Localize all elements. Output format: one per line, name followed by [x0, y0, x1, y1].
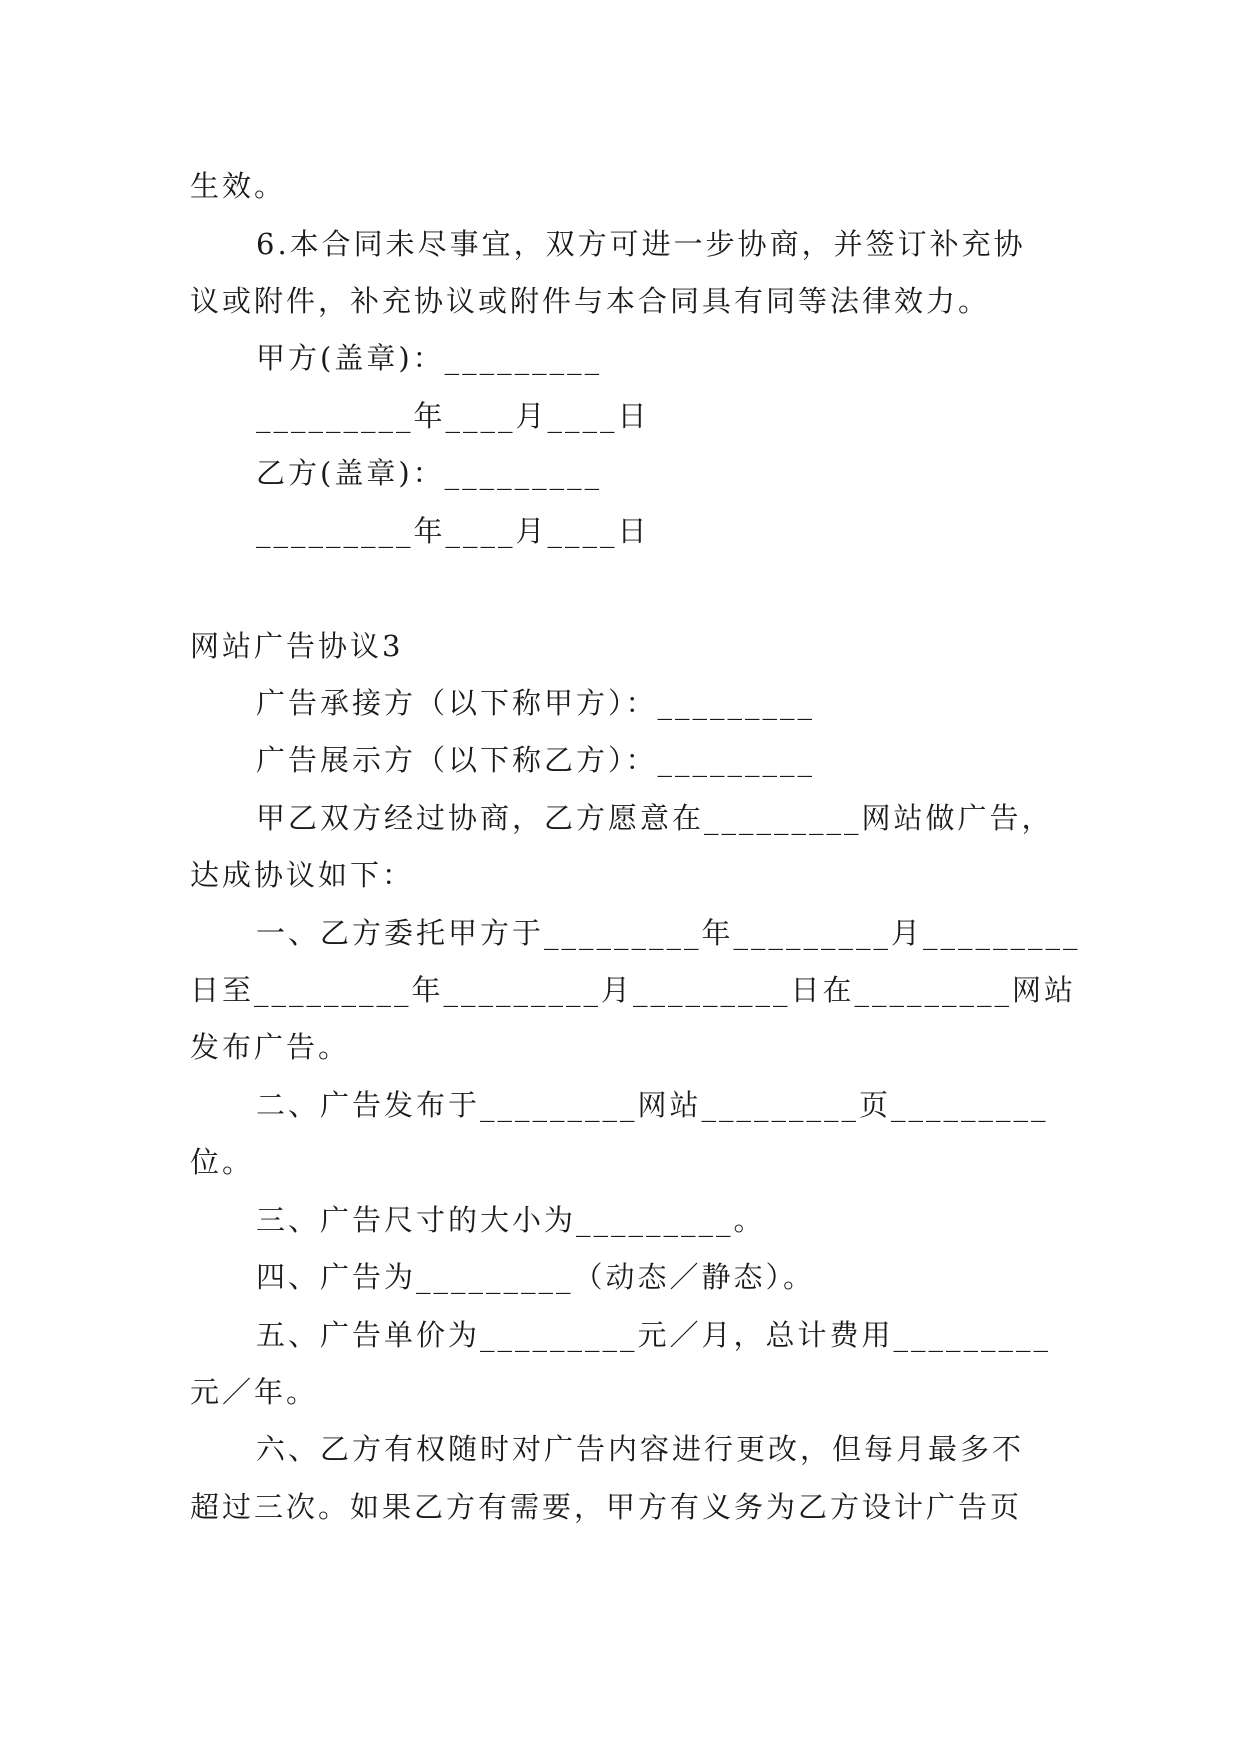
text-line: 议或附件，补充协议或附件与本合同具有同等法律效力。: [190, 284, 991, 318]
text-line: 二、广告发布于_________网站_________页_________: [256, 1088, 1049, 1122]
text-line: 六、乙方有权随时对广告内容进行更改，但每月最多不: [256, 1432, 1025, 1466]
text-line: 三、广告尺寸的大小为_________。: [256, 1203, 766, 1237]
text-line: 达成协议如下：: [190, 858, 415, 892]
text-line: 日至_________年_________月_________日在_________网站: [190, 973, 1077, 1007]
text-line: 生效。: [190, 169, 287, 203]
text-line: 6.本合同未尽事宜，双方可进一步协商，并签订补充协: [256, 227, 1026, 261]
text-line: 甲乙双方经过协商，乙方愿意在_________网站做广告，: [256, 801, 1054, 835]
text-line: 广告展示方（以下称乙方）：_________: [256, 743, 816, 777]
party-a-seal-line: 甲方(盖章)：_________: [256, 341, 603, 375]
text-line: 位。: [190, 1145, 255, 1179]
party-b-seal-line: 乙方(盖章)：_________: [256, 456, 603, 490]
text-line: 广告承接方（以下称甲方）：_________: [256, 686, 816, 720]
party-b-date-line: _________年____月____日: [256, 514, 650, 548]
text-line: 一、乙方委托甲方于_________年_________月_________: [256, 916, 1081, 950]
text-line: 超过三次。如果乙方有需要，甲方有义务为乙方设计广告页: [190, 1490, 1023, 1524]
text-line: 五、广告单价为_________元／月，总计费用_________: [256, 1318, 1052, 1352]
text-line: 元／年。: [190, 1375, 319, 1409]
text-line: 四、广告为_________（动态／静态）。: [256, 1260, 816, 1294]
text-line: 发布广告。: [190, 1030, 351, 1064]
party-a-date-line: _________年____月____日: [256, 399, 650, 433]
section-title: 网站广告协议3: [190, 629, 404, 663]
